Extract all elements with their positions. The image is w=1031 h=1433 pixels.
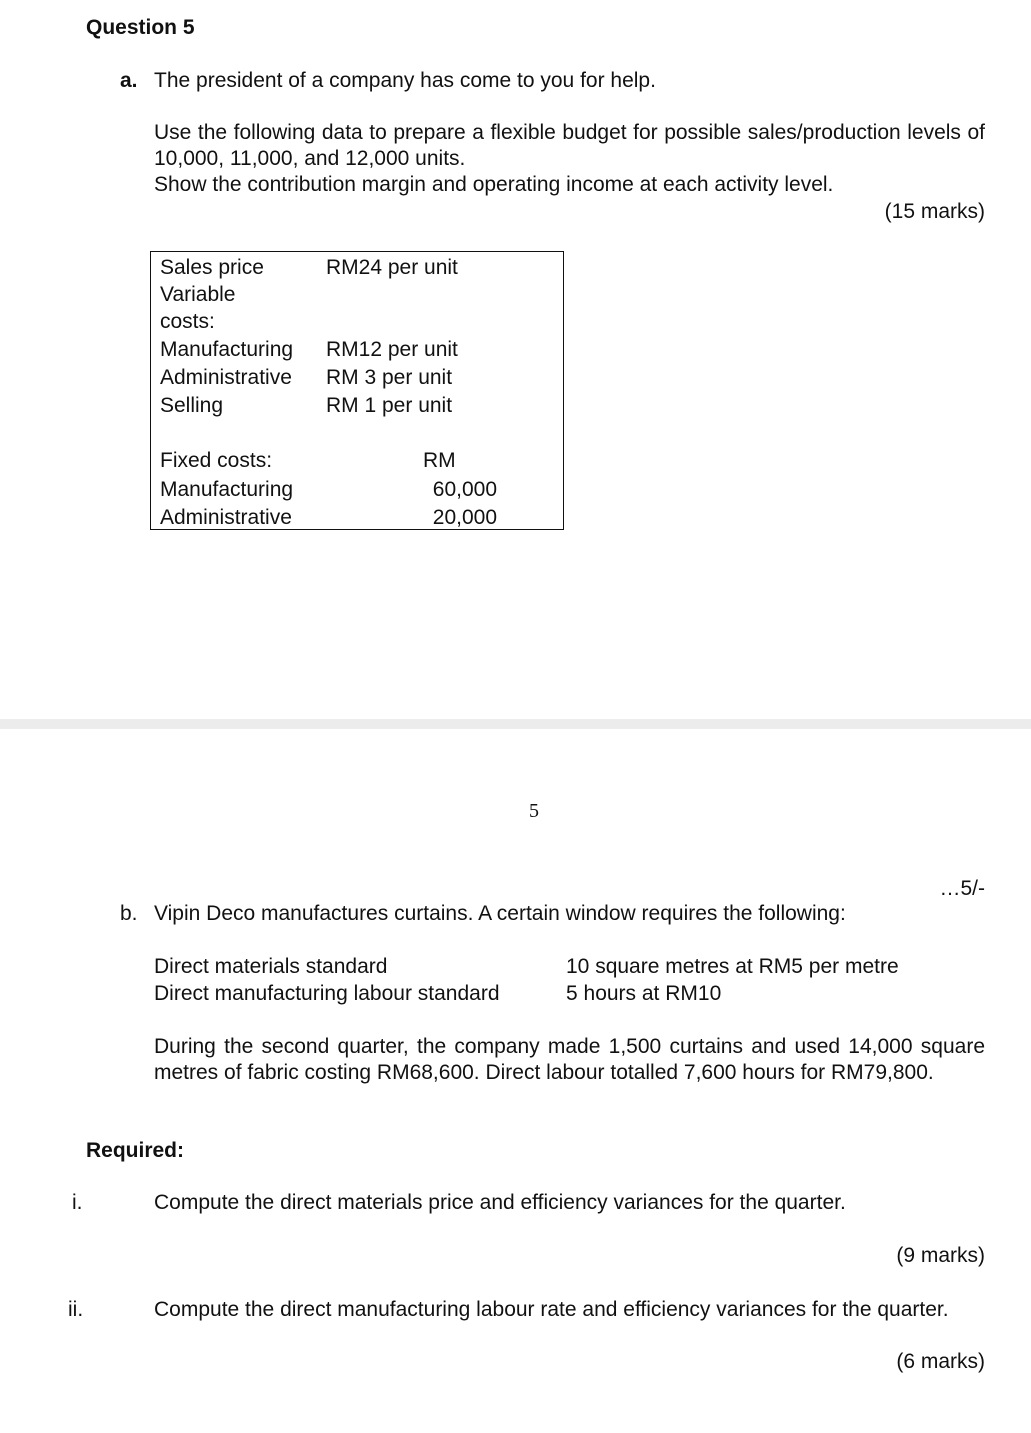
part-b-intro: Vipin Deco manufactures curtains. A certain window requires the following:	[154, 902, 846, 925]
page-number: 5	[529, 800, 539, 822]
fixed-row-value: 20,000	[432, 506, 497, 529]
part-a-instruction-2: Show the contribution margin and operating income at each activity level.	[154, 173, 834, 196]
variable-costs-label-line2: costs:	[160, 310, 215, 333]
question-title: Question 5	[86, 16, 195, 39]
standard-value: 5 hours at RM10	[566, 982, 722, 1005]
part-a-instruction-1: Use the following data to prepare a flexible budget for possible sales/production levels of 10,000, 11,000, and 12,000 units.	[154, 121, 985, 170]
fixed-costs-label: Fixed costs:	[160, 449, 273, 472]
part-a-label: a.	[120, 69, 138, 92]
item-marks: (6 marks)	[896, 1350, 985, 1373]
item-numeral: i.	[72, 1191, 83, 1214]
variable-row-value: RM 3 per unit	[326, 366, 453, 389]
sales-price-label: Sales price	[160, 256, 264, 279]
variable-costs-label-line1: Variable	[160, 283, 236, 306]
variable-row-value: RM 1 per unit	[326, 394, 453, 417]
variable-row-value: RM12 per unit	[326, 338, 458, 361]
standard-label: Direct manufacturing labour standard	[154, 982, 500, 1005]
item-text: Compute the direct materials price and efficiency variances for the quarter.	[154, 1191, 846, 1214]
fixed-row-label: Administrative	[160, 506, 292, 529]
part-a-intro: The president of a company has come to you for help.	[154, 69, 656, 92]
standard-value: 10 square metres at RM5 per metre	[566, 955, 899, 978]
sales-price-value: RM24 per unit	[326, 256, 458, 279]
part-b-label: b.	[120, 902, 138, 925]
part-b-paragraph: During the second quarter, the company made 1,500 curtains and used 14,000 square metres of fabric costing RM68,600. Direct labour totalled 7,600 hours for RM79,800.	[154, 1035, 985, 1084]
item-marks: (9 marks)	[896, 1244, 985, 1267]
fixed-row-value: 60,000	[432, 478, 497, 501]
required-heading: Required:	[86, 1139, 185, 1162]
variable-row-label: Administrative	[160, 366, 292, 389]
fixed-row-label: Manufacturing	[160, 478, 294, 501]
item-text: Compute the direct manufacturing labour rate and efficiency variances for the quarter.	[154, 1298, 949, 1321]
variable-row-label: Selling	[160, 394, 224, 417]
fixed-currency-header: RM	[423, 449, 456, 472]
continuation-marker: …5/-	[939, 877, 985, 900]
part-a-marks: (15 marks)	[884, 200, 985, 223]
variable-row-label: Manufacturing	[160, 338, 294, 361]
standard-label: Direct materials standard	[154, 955, 388, 978]
page-break	[0, 719, 1031, 729]
item-numeral: ii.	[68, 1298, 84, 1321]
